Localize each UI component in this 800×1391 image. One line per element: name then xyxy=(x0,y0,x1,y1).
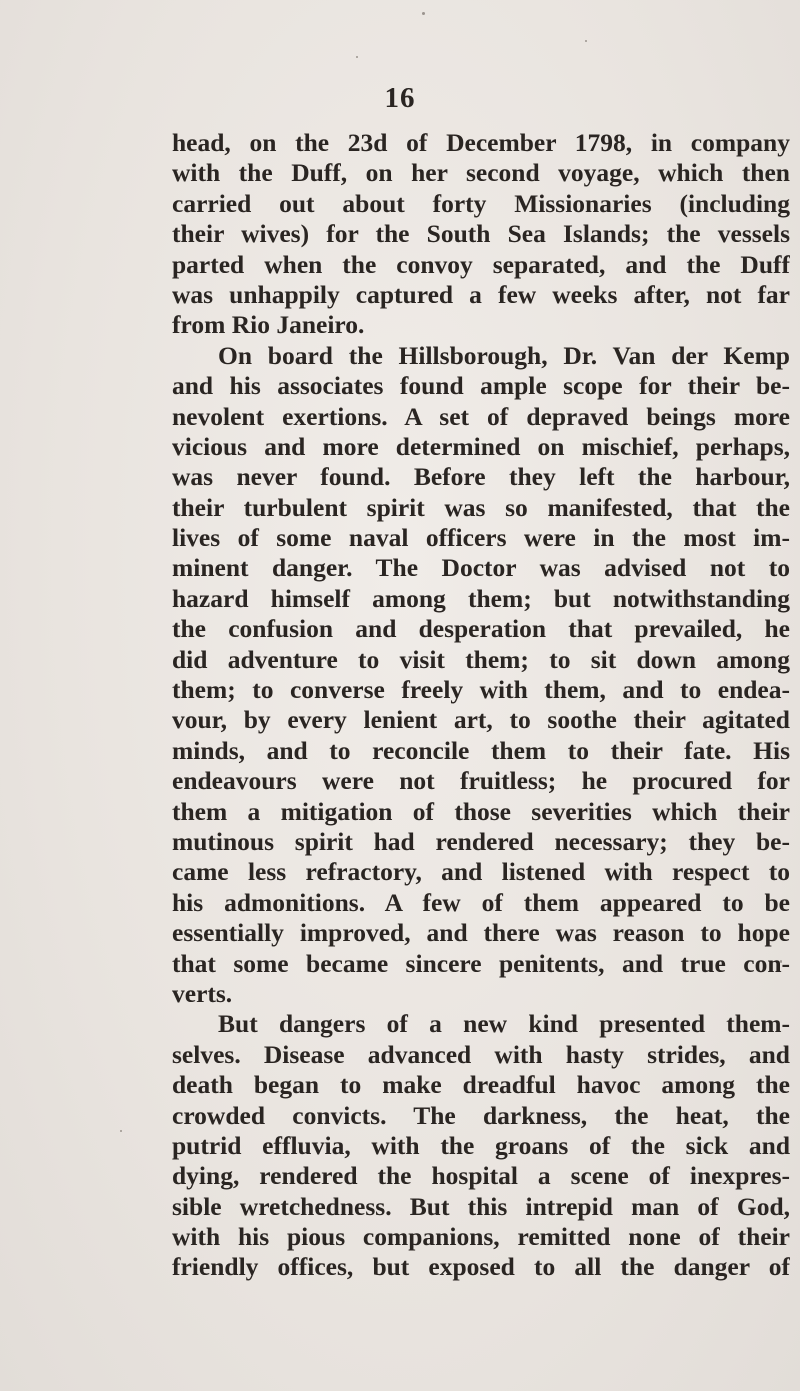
text-line: verts. xyxy=(172,978,233,1008)
text-line: vicious and more determined on mischief, perhaps, xyxy=(172,431,790,461)
text-line: friendly offices, but exposed to all the danger of xyxy=(172,1252,790,1282)
text-line: and his associates found ample scope for their be- xyxy=(172,371,790,401)
text-line: crowded convicts. The darkness, the heat, the xyxy=(172,1100,790,1130)
text-line: lives of some naval officers were in the most im- xyxy=(172,523,790,553)
text-line: death began to make dreadful havoc among the xyxy=(172,1070,790,1100)
text-line: head, on the 23d of December 1798, in company xyxy=(172,128,790,157)
text-line: their wives) for the South Sea Islands; the vessels xyxy=(172,219,790,249)
paragraph-start-line: On board the Hillsborough, Dr. Van der Kemp xyxy=(218,340,790,370)
text-line: selves. Disease advanced with hasty strides, and xyxy=(172,1039,790,1069)
text-line: with his pious companions, remitted none of their xyxy=(172,1222,790,1252)
text-line: parted when the convoy separated, and the Duff xyxy=(172,249,790,279)
text-line: was never found. Before they left the harbour, xyxy=(172,462,790,492)
text-line: with the Duff, on her second voyage, which then xyxy=(172,158,790,188)
text-line: from Rio Janeiro. xyxy=(172,310,365,340)
text-line: that some became sincere penitents, and true con- xyxy=(172,948,790,978)
text-line: came less refractory, and listened with respect to xyxy=(172,857,790,887)
text-line: hazard himself among them; but notwithstanding xyxy=(172,583,790,613)
text-line: them a mitigation of those severities which their xyxy=(172,796,790,826)
text-line: did adventure to visit them; to sit down among xyxy=(172,644,790,674)
text-line: sible wretchedness. But this intrepid man of God, xyxy=(172,1191,790,1221)
text-line: essentially improved, and there was reason to hope xyxy=(172,918,790,948)
page-body-text xyxy=(172,128,790,1283)
text-line: was unhappily captured a few weeks after, not far xyxy=(172,279,790,309)
text-line: them; to converse freely with them, and to endea- xyxy=(172,675,790,705)
text-line: carried out about forty Missionaries (including xyxy=(172,188,790,218)
text-line: mutinous spirit had rendered necessary; they be- xyxy=(172,826,790,856)
page-number: 16 xyxy=(384,82,416,114)
text-line: minent danger. The Doctor was advised not to xyxy=(172,553,790,583)
text-line: putrid effluvia, with the groans of the sick and xyxy=(172,1130,790,1160)
text-line: minds, and to reconcile them to their fate. His xyxy=(172,735,790,765)
text-line: dying, rendered the hospital a scene of inexpres- xyxy=(172,1161,790,1191)
paragraph-start-line: But dangers of a new kind presented them- xyxy=(218,1009,790,1039)
text-line: nevolent exertions. A set of depraved beings more xyxy=(172,401,790,431)
text-line: endeavours were not fruitless; he procured for xyxy=(172,766,790,796)
text-line: his admonitions. A few of them appeared to be xyxy=(172,887,790,917)
text-line: the confusion and desperation that prevailed, he xyxy=(172,614,790,644)
text-line: their turbulent spirit was so manifested, that the xyxy=(172,492,790,522)
text-line: vour, by every lenient art, to soothe their agitated xyxy=(172,705,790,735)
